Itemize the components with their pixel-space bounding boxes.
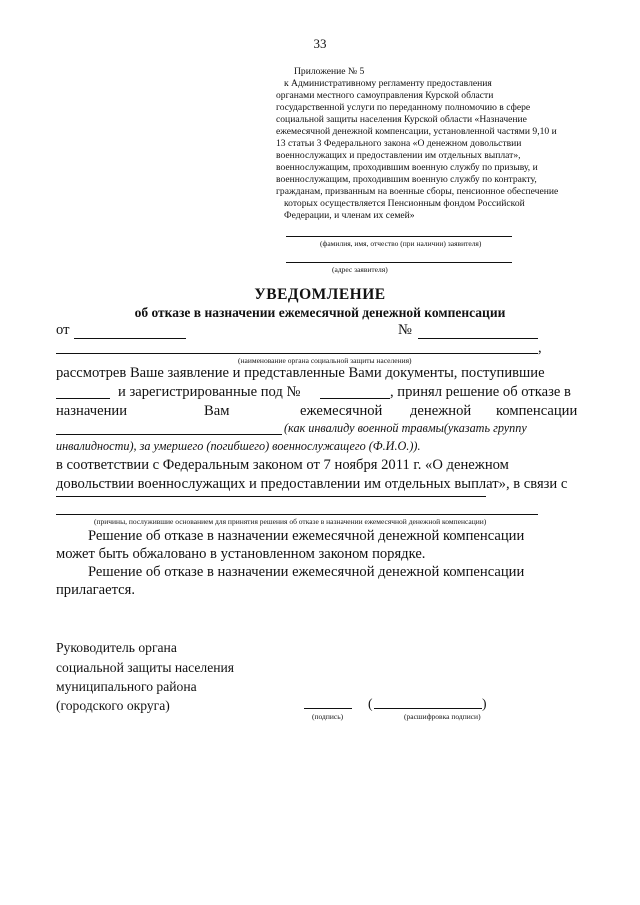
body-line-4-italic: (как инвалиду военной травмы(указать группу xyxy=(284,421,527,435)
document-title: УВЕДОМЛЕНИЕ xyxy=(254,286,386,303)
body-line-3-word: компенсации xyxy=(496,403,578,419)
reasons-caption: (причины, послужившие основанием для принятия решения об отказе в назначении ежемесячной денежной компенсации) xyxy=(94,517,487,526)
appeal-line-1: Решение об отказе в назначении ежемесячной денежной компенсации xyxy=(88,528,525,544)
body-line-3-word: Вам xyxy=(204,403,230,419)
signatory-title-line: Руководитель органа xyxy=(56,640,177,655)
body-line-2-a: и зарегистрированные под № xyxy=(118,384,301,400)
body-line-6: в соответствии с Федеральным законом от 7 ноября 2011 г. «О денежном xyxy=(56,457,509,473)
number-label: № xyxy=(398,322,412,338)
organ-comma: , xyxy=(538,340,542,356)
appendix-line: 13 статьи 3 Федерального закона «О денежном довольствии xyxy=(276,138,522,149)
appendix-line: государственной услуги по переданному полномочию в сфере xyxy=(276,102,531,113)
applicant-address-line[interactable] xyxy=(286,262,512,263)
organ-caption: (наименование органа социальной защиты населения) xyxy=(238,356,412,365)
appendix-line: военнослужащим, проходившим военную службу по призыву, и xyxy=(276,162,538,173)
body-line-3-word: назначении xyxy=(56,403,128,419)
appendix-line: к Административному регламенту предоставления xyxy=(284,78,492,89)
signatory-title-line: муниципального района xyxy=(56,679,197,694)
appendix-line: военнослужащим, проходившим военную службу по контракту, xyxy=(276,174,537,185)
applicant-address-caption: (адрес заявителя) xyxy=(332,265,388,274)
signature-field[interactable] xyxy=(304,708,352,709)
appendix-line: которых осуществляется Пенсионным фондом Российской xyxy=(284,198,525,209)
signature-caption: (подпись) xyxy=(312,712,344,721)
appendix-block xyxy=(276,66,558,222)
category-field[interactable] xyxy=(56,434,282,435)
body-line-7: довольствии военнослужащих и предоставлении им отдельных выплат», в связи с xyxy=(56,476,568,492)
applicant-name-caption: (фамилия, имя, отчество (при наличии) заявителя) xyxy=(320,239,482,248)
applicant-name-line[interactable] xyxy=(286,236,512,237)
body-line-5-italic: инвалидности), за умершего (погибшего) военнослужащего (Ф.И.О.)). xyxy=(56,439,421,453)
reasons-field-1[interactable] xyxy=(56,496,486,497)
appendix-title: Приложение № 5 xyxy=(294,66,365,77)
date-field[interactable] xyxy=(74,338,186,339)
page-number: 33 xyxy=(313,36,327,51)
appendix-line: социальной защиты населения Курской области «Назначение xyxy=(276,114,527,125)
appeal-line-2: может быть обжаловано в установленном законом порядке. xyxy=(56,546,426,562)
receipt-date-field[interactable] xyxy=(56,398,110,399)
appendix-line: Федерации, и членам их семей» xyxy=(284,210,415,221)
document-subtitle: об отказе в назначении ежемесячной денежной компенсации xyxy=(134,305,506,320)
body-line-3-word: ежемесячной xyxy=(300,403,383,419)
appendix-line: ежемесячной денежной компенсации, установленной частями 9,10 и xyxy=(276,126,557,137)
appendix-line: органами местного самоуправления Курской области xyxy=(276,90,494,101)
paren-open: ( xyxy=(368,696,373,711)
body-line-2-b: , принял решение об отказе в xyxy=(390,384,571,400)
reasons-field-2[interactable] xyxy=(56,514,538,515)
decode-caption: (расшифровка подписи) xyxy=(404,712,481,721)
appendix-line: военнослужащих и предоставлении им отдельных выплат», xyxy=(276,150,521,161)
signatory-title-line: социальной защиты населения xyxy=(56,660,235,675)
from-label: от xyxy=(56,322,70,338)
signatory-title-line: (городского округа) xyxy=(56,698,170,713)
number-field[interactable] xyxy=(418,338,538,339)
organ-name-field[interactable] xyxy=(56,353,538,354)
body-line-1: рассмотрев Ваше заявление и представленные Вами документы, поступившие xyxy=(56,365,545,381)
body-line-3-word: денежной xyxy=(410,403,472,419)
attached-line-1: Решение об отказе в назначении ежемесячной денежной компенсации xyxy=(88,564,525,580)
paren-close: ) xyxy=(482,696,487,711)
attached-line-2: прилагается. xyxy=(56,582,136,598)
registration-number-field[interactable] xyxy=(320,398,390,399)
signature-decode-field[interactable] xyxy=(374,708,482,709)
appendix-line: гражданам, призванным на военные сборы, пенсионное обеспечение xyxy=(276,186,559,197)
